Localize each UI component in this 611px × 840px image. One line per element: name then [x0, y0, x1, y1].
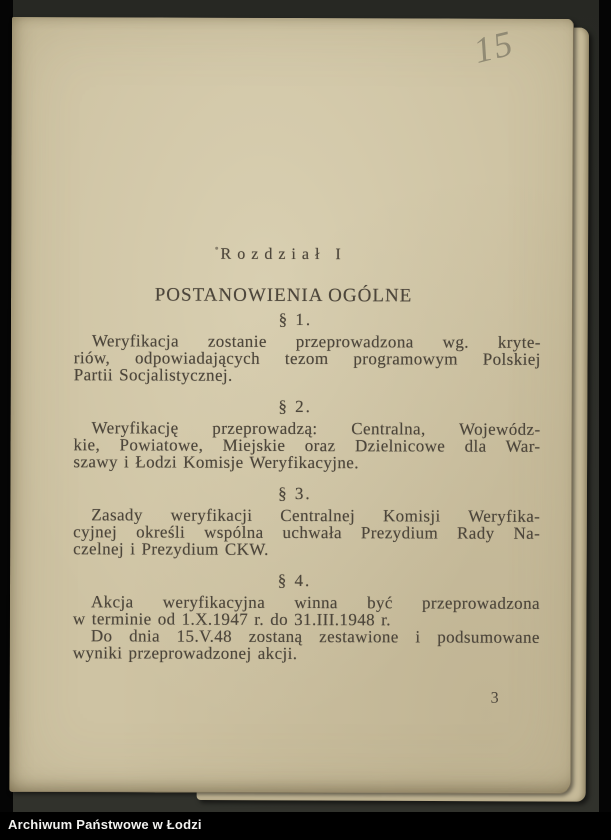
section-4-line: wyniki przeprowadzonej akcji.	[72, 643, 298, 664]
section-4-line: Do dnia 15.V.48 zostaną zestawione i podsumowane	[90, 626, 540, 647]
section-4-line: w terminie od 1.X.1947 r. do 31.III.1948 r.	[72, 609, 392, 630]
section-1-heading: § 1.	[278, 309, 313, 330]
section-3-heading: § 3.	[278, 483, 312, 504]
section-4-line: Akcja weryfikacyjna winna być przeprowadzona	[90, 592, 540, 613]
section-2-heading: § 2.	[278, 396, 312, 417]
section-2-line: Weryfikację przeprowadzą: Centralna, Wojewódz-	[91, 418, 541, 439]
section-4-heading: § 4.	[277, 570, 312, 591]
handwritten-page-number: 15	[469, 22, 519, 71]
section-3-line: czelnej i Prezydium CKW.	[73, 539, 269, 559]
section-3-line: cyjnej określi wspólna uchwała Prezydium Rady Na-	[73, 522, 541, 543]
archive-watermark-bar	[0, 812, 611, 840]
section-1-line: Partii Socjalistycznej.	[73, 365, 233, 385]
section-2-line: kie, Powiatowe, Miejskie oraz Dzielnicowe dla War-	[73, 435, 541, 456]
document-text-block	[73, 245, 541, 663]
document-title: POSTANOWIENIA OGÓLNE	[154, 284, 413, 307]
archive-watermark-label: Archiwum Państwowe w Łodzi	[8, 817, 202, 832]
chapter-heading: Rozdział I	[220, 245, 347, 264]
document-page	[9, 17, 574, 794]
printed-page-number: 3	[490, 689, 499, 707]
section-3-line: Zasady weryfikacji Centralnej Komisji Weryfika-	[91, 505, 541, 526]
section-1-line: Weryfikacja zostanie przeprowadzona wg. kryte-	[91, 331, 541, 352]
section-2-line: szawy i Łodzi Komisje Weryfikacyjne.	[73, 452, 359, 473]
section-1-line: riów, odpowiadających tezom programowym Polskiej	[73, 348, 541, 369]
